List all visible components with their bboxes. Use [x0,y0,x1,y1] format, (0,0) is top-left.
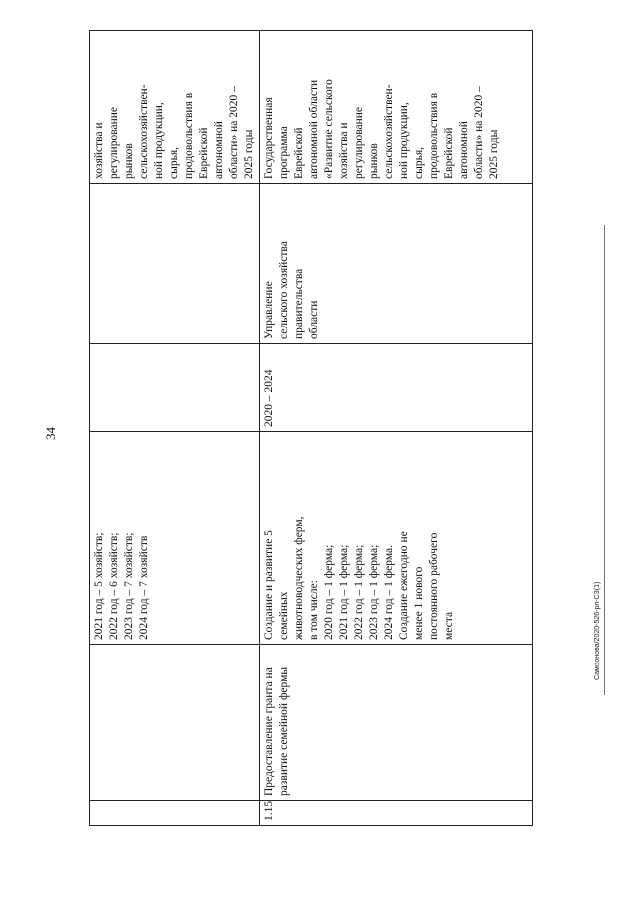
cell-number [90,801,260,826]
cell-period: 2020 – 2024 [260,344,533,432]
table-row [260,31,533,826]
footer-divider [604,225,605,695]
cell-measure: Предоставление гранта на развитие семейной фермы [260,645,533,801]
cell-indicator: 2021 год – 5 хозяйств; 2022 год – 6 хозяйств; 2023 год – 7 хозяйств; 2024 год – 7 хозяйств [90,432,260,645]
footer-document-code: Самсонова/2020-526-рл-СЗ(1) [594,581,601,680]
cell-executor [90,184,260,344]
cell-program: Государственная программа Еврейской автономной области «Развитие сельского хозяйства и регулирование рынков сельскохозяйствен- ной продукции, сырья, продовольствия в Еврейской автономной области» на 2020 – 2025 годы [260,31,533,184]
cell-executor: Управление сельского хозяйства правительства области [260,184,533,344]
table-row [90,31,260,826]
measures-table [89,30,533,826]
cell-indicator: Создание и развитие 5 семейных животноводческих ферм, в том числе: 2020 год – 1 ферма; 2021 год – 1 ферма; 2022 год – 1 ферма; 2023 год – 1 ферма; 2024 год – 1 ферма. Создание ежегодно не менее 1 нового постоянного рабочего места [260,432,533,645]
cell-program: хозяйства и регулирование рынков сельскохозяйствен- ной продукции, сырья, продовольствия в Еврейской автономной области» на 2020 – 2025 годы [90,31,260,184]
table-rotated-container [89,31,526,826]
cell-period [90,344,260,432]
cell-number: 1.15 [260,801,533,826]
page-number: 34 [43,427,58,440]
cell-measure [90,645,260,801]
